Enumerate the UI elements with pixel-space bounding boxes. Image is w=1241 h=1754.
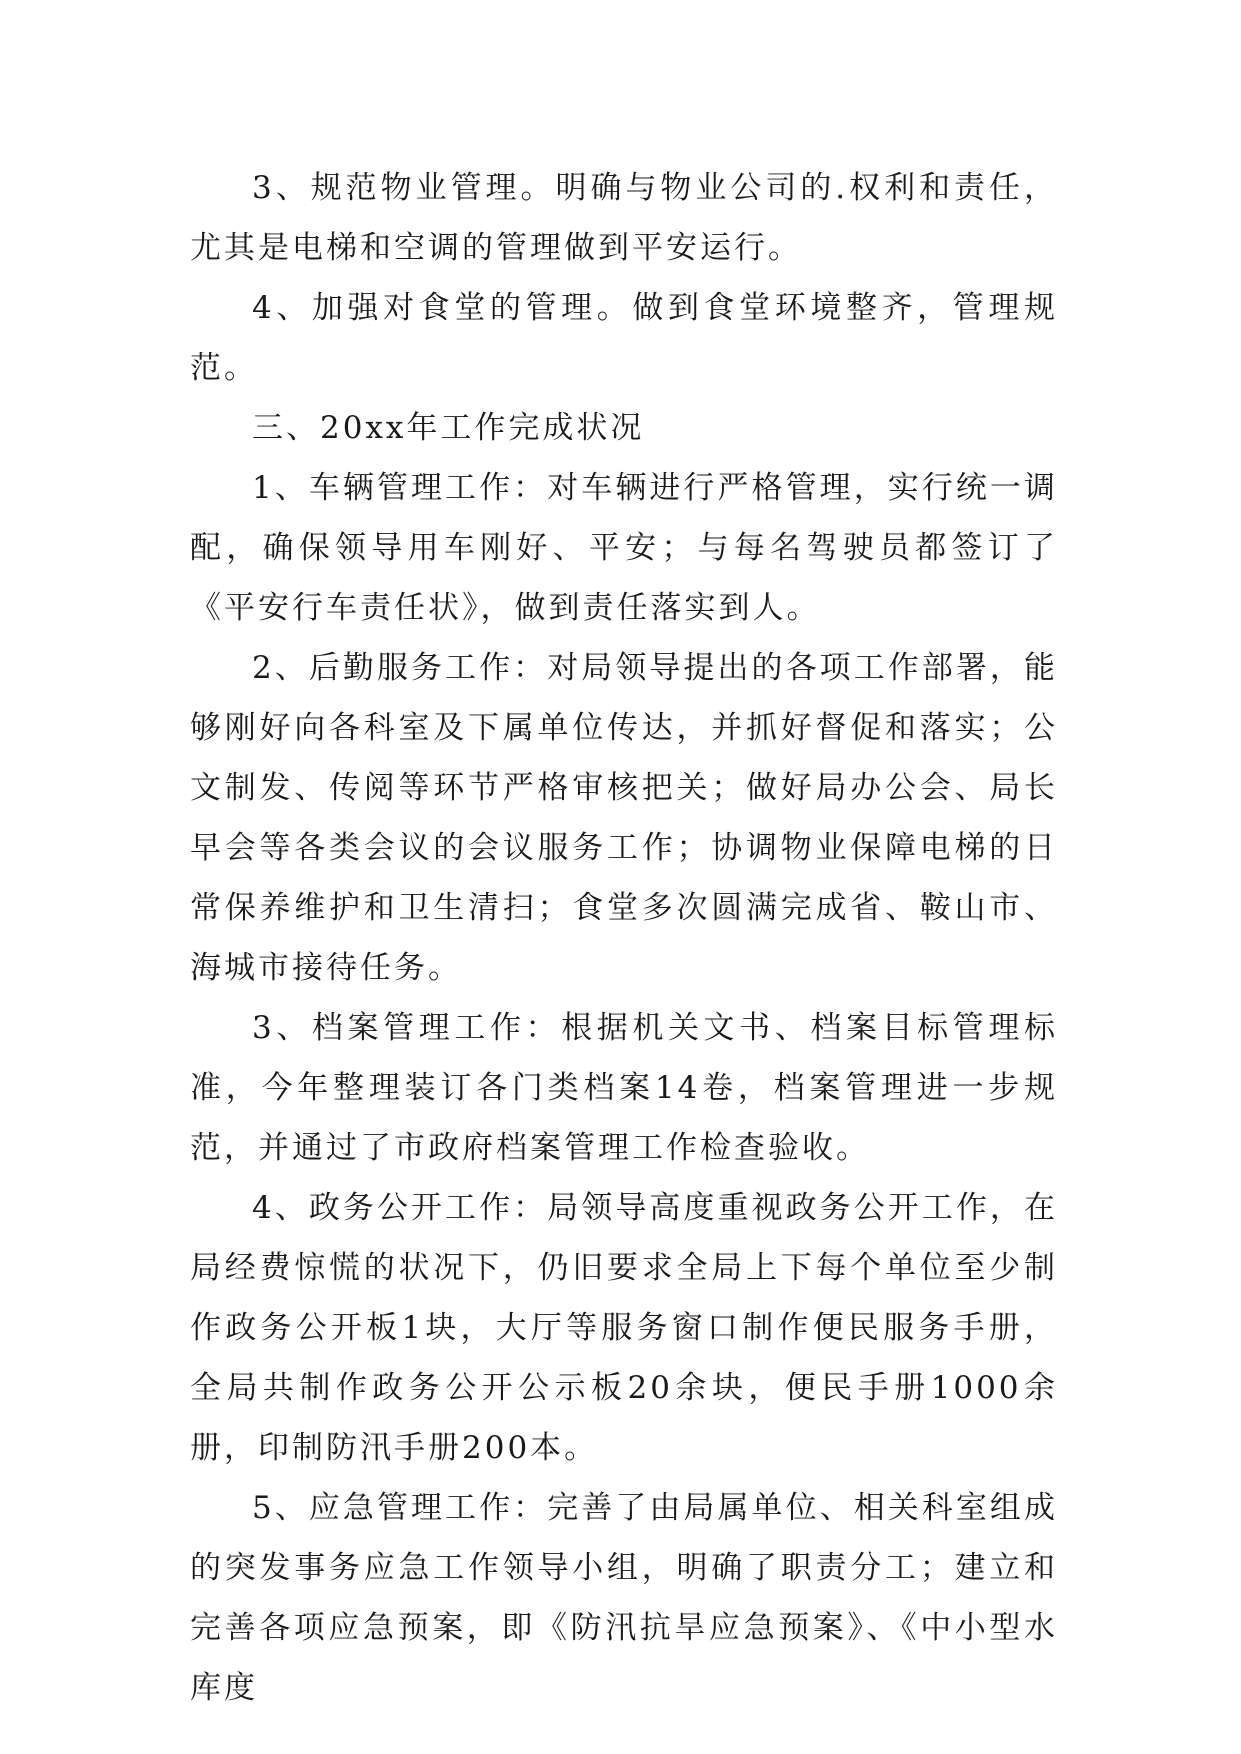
- paragraph-logistics-service: 2、后勤服务工作：对局领导提出的各项工作部署，能够刚好向各科室及下属单位传达，并抓好督促和落实；公文制发、传阅等环节严格审核把关；做好局办公会、局长早会等各类会议的会议服务工作；协调物业保障电梯的日常保养维护和卫生清扫；食堂多次圆满完成省、鞍山市、海城市接待任务。: [190, 650, 1058, 986]
- paragraph-government-affairs-disclosure: 4、政务公开工作：局领导高度重视政务公开工作，在局经费惊慌的状况下，仍旧要求全局上下每个单位至少制作政务公开板1块，大厅等服务窗口制作便民服务手册，全局共制作政务公开公示板20余块，便民手册1000余册，印制防汛手册200本。: [190, 1190, 1058, 1466]
- section-heading-work-completion: 三、20xx年工作完成状况: [252, 410, 645, 446]
- paragraph-canteen-management: 4、加强对食堂的管理。做到食堂环境整齐，管理规范。: [190, 290, 1058, 386]
- document-body: [190, 158, 1058, 1718]
- paragraph-archive-management: 3、档案管理工作：根据机关文书、档案目标管理标准，今年整理装订各门类档案14卷，档案管理进一步规范，并通过了市政府档案管理工作检查验收。: [190, 1010, 1058, 1166]
- paragraph-property-management: 3、规范物业管理。明确与物业公司的.权利和责任，尤其是电梯和空调的管理做到平安运行。: [190, 170, 1058, 266]
- paragraph-emergency-management: 5、应急管理工作：完善了由局属单位、相关科室组成的突发事务应急工作领导小组，明确了职责分工；建立和完善各项应急预案，即《防汛抗旱应急预案》、《中小型水库度: [190, 1490, 1058, 1706]
- paragraph-vehicle-management: 1、车辆管理工作：对车辆进行严格管理，实行统一调配，确保领导用车刚好、平安；与每名驾驶员都签订了《平安行车责任状》，做到责任落实到人。: [190, 470, 1058, 626]
